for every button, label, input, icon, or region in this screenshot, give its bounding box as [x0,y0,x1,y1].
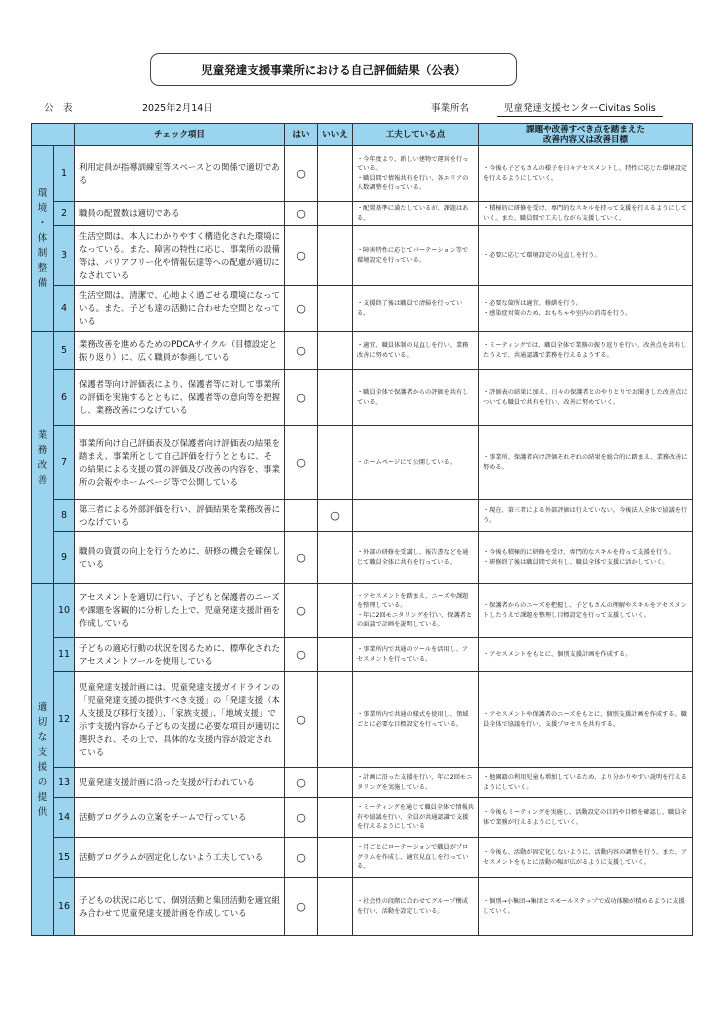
effort-note: ・アセスメントを踏まえ、ニーズや課題を整理している。 ・年に2回モニタリングを行い、保護者との面談で計画を説明している。 [353,584,479,638]
no-mark [318,878,353,936]
yes-mark: ○ [285,202,318,226]
item-number: 8 [54,500,75,532]
header-blank [32,124,75,146]
item-number: 12 [54,672,75,768]
effort-note [353,500,479,532]
no-mark: ○ [318,500,353,532]
header-no: いいえ [318,124,353,146]
document-title: 児童発達支援事業所における自己評価結果（公表） [150,53,517,86]
effort-note: ・社会性の段階に合わせてグループ構成を行い、活動を設定している。 [353,878,479,936]
improvement-note: ・今後も積極的に研修を受け、専門的なスキルを持って支援を行う。 ・研修終了後は職員間で共有し、職員全体で支援に活かしていく。 [479,532,693,584]
table-row [32,202,693,226]
item-number: 5 [54,332,75,370]
item-number: 9 [54,532,75,584]
item-number: 6 [54,370,75,426]
no-mark [318,672,353,768]
table-row [32,798,693,838]
check-item: 利用定員が指導訓練室等スペースとの関係で適切である [75,146,285,202]
no-mark [318,838,353,878]
yes-mark: ○ [285,838,318,878]
table-row [32,584,693,638]
category-char: ・ [37,218,48,229]
improvement-note: ・今後も子どもさんの様子を日々アセスメントし、特性に応じた環境設定を行えるようにしていく。 [479,146,693,202]
item-number: 11 [54,638,75,672]
check-item: 生活空間は、清潔で、心地よく過ごせる環境になっている。また、子ども達の活動に合わせた空間となっている [75,286,285,332]
evaluation-table [31,123,693,936]
category-char: 切 [37,716,48,728]
improvement-note: ・個別→小集団→集団とスモールステップで成功体験が積めるように支援していく。 [479,878,693,936]
effort-note: ・ホームページにて公開している。 [353,426,479,500]
no-mark [318,798,353,838]
improvement-note: ・ミーティングでは、職員全体で業務の振り返りを行い、改善点を共有したうえで、共通認識で業務を行えるようする。 [479,332,693,370]
check-item: 児童発達支援計画に沿った支援が行われている [75,768,285,798]
yes-mark: ○ [285,332,318,370]
yes-mark: ○ [285,370,318,426]
category-char: 善 [37,474,48,486]
item-number: 10 [54,584,75,638]
item-number: 14 [54,798,75,838]
no-mark [318,332,353,370]
check-item: 子どもの状況に応じて、個別活動と集団活動を適宜組み合わせて児童発達支援計画を作成している [75,878,285,936]
effort-note: ・職員全体で保護者からの評価を共有している。 [353,370,479,426]
yes-mark: ○ [285,584,318,638]
table-row [32,426,693,500]
category-char: の [37,776,48,788]
item-number: 7 [54,426,75,500]
check-item: 業務改善を進めるためのPDCAサイクル（目標設定と振り返り）に、広く職員が参画している [75,332,285,370]
check-item: 職員の配置数は適切である [75,202,285,226]
effort-note: ・配置基準に満たしているが、課題はある。 [353,202,479,226]
effort-note: ・計画に沿った支援を行い、年に2回モニタリングを実施している。 [353,768,479,798]
category-char: 務 [37,444,48,456]
category-cell [32,146,54,332]
improvement-note: ・必要に応じて環境設定の見直しを行う。 [479,226,693,286]
table-row [32,286,693,332]
check-item: 活動プログラムの立案をチームで行っている [75,798,285,838]
table-row [32,672,693,768]
yes-mark: ○ [285,878,318,936]
effort-note: ・月ごとにローテーションで職員がプログラムを作成し、適宜見直しを行っている。 [353,838,479,878]
category-char: 境 [37,203,48,214]
item-number: 2 [54,202,75,226]
item-number: 1 [54,146,75,202]
effort-note: ・事業所内で共通のツールを活用し、アセスメントを行っている。 [353,638,479,672]
category-char: 整 [37,263,48,274]
header-check-item: チェック項目 [75,124,285,146]
yes-mark [285,500,318,532]
check-item: 第三者による外部評価を行い、評価結果を業務改善につなげている [75,500,285,532]
category-cell [32,332,54,584]
effort-note: ・外部の研修を受講し、報告書などを通じて職員全体に共有を行っている。 [353,532,479,584]
no-mark [318,638,353,672]
table-row [32,332,693,370]
yes-mark: ○ [285,286,318,332]
improvement-note: ・現在、第三者による外部評価は行えていない。今後法人全体で協議を行う。 [479,500,693,532]
no-mark [318,370,353,426]
yes-mark: ○ [285,672,318,768]
category-cell [32,584,54,936]
no-mark [318,146,353,202]
table-row [32,532,693,584]
table-row [32,838,693,878]
improvement-note: ・積極的に研修を受け、専門的なスキルを持って支援を行えるようにしていく。また、職員間で工夫しながら支援していく。 [479,202,693,226]
office-name: 児童発達支援センターCivitas Solis [504,103,656,114]
yes-mark: ○ [285,146,318,202]
no-mark [318,226,353,286]
category-char: な [37,731,48,743]
category-char: 供 [37,806,48,818]
category-char: 適 [37,701,48,713]
check-item: 事業所向け自己評価表及び保護者向け評価表の結果を踏まえ、事業所として自己評価を行うとともに、その結果による支援の質の評価及び改善の内容を、事業所の会報やホームページ等で公開している [75,426,285,500]
improvement-note: ・必要な箇所は適宜、修繕を行う。 ・感染症対策のため、おもちゃや室内の消毒を行う。 [479,286,693,332]
category-char: 提 [37,791,48,803]
item-number: 3 [54,226,75,286]
yes-mark: ○ [285,768,318,798]
table-row [32,370,693,426]
category-char: 環 [37,188,48,199]
check-item: 職員の資質の向上を行うために、研修の機会を確保している [75,532,285,584]
check-item: 活動プログラムが固定化しないよう工夫している [75,838,285,878]
no-mark [318,584,353,638]
improvement-note: ・アセスメントや保護者のニーズをもとに、個別支援計画を作成する。職員全体で協議を行い、支援プロセスを共有する。 [479,672,693,768]
category-char: 援 [37,761,48,773]
check-item: アセスメントを適切に行い、子どもと保護者のニーズや課題を客観的に分析した上で、児童発達支援計画を作成している [75,584,285,638]
improvement-note: ・今後もミーティングを実施し、活動設定の目的や目標を確認し、職員全体で業務が行えるようにしていく。 [479,798,693,838]
table-row [32,638,693,672]
table-body [32,146,693,936]
table-row [32,768,693,798]
category-char: 支 [37,746,48,758]
category-char: 改 [37,459,48,471]
improvement-note: ・事業所、保護者向け評価それぞれの結果を総合的に踏まえ、業務改善に努める。 [479,426,693,500]
no-mark [318,768,353,798]
improvement-note: ・評価表の結果に加え、日々の保護者とのやりとりでお聞きした改善点についても職員で共有を行い、改善に努めていく。 [479,370,693,426]
category-char: 体 [37,233,48,244]
yes-mark: ○ [285,426,318,500]
publish-date: 2025年2月14日 [142,103,213,114]
improvement-note: ・保護者からのニーズを把握し、子どもさんの理解やスキルをアセスメントしたうえで課題を整理し目標設定を行って支援していく。 [479,584,693,638]
check-item: 子どもの適応行動の状況を図るために、標準化されたアセスメントツールを使用している [75,638,285,672]
item-number: 4 [54,286,75,332]
yes-mark: ○ [285,226,318,286]
table-row [32,878,693,936]
category-char: 備 [37,278,48,289]
header-yes: はい [285,124,318,146]
yes-mark: ○ [285,638,318,672]
table-row [32,226,693,286]
effort-note: ・障害特性に応じてパーテーション等で環境設定を行っている。 [353,226,479,286]
effort-note: ・適宜、職員体制の見直しを行い、業務改善に努めている。 [353,332,479,370]
effort-note: ・ミーティングを通じて職員全体で情報共有や協議を行い、全員が共通認識で支援を行えるようにしている [353,798,479,838]
effort-note: ・今年度より、新しい建物で運営を行っている。 ・職員間で情報共有を行い、各エリアの人数調整を行っている。 [353,146,479,202]
publish-label: 公 表 [44,103,73,114]
header-improvement [479,124,693,146]
table-row [32,146,693,202]
no-mark [318,202,353,226]
office-underline [497,116,663,117]
header-improvement-line2: 改善内容又は改善目標 [542,134,628,145]
effort-note: ・事業所内で共通の様式を使用し、領域ごとに必要な目標設定を行っている。 [353,672,479,768]
no-mark [318,426,353,500]
category-char: 業 [37,429,48,441]
item-number: 16 [54,878,75,936]
yes-mark: ○ [285,798,318,838]
header-effort: 工夫している点 [353,124,479,146]
check-item: 児童発達支援計画には、児童発達支援ガイドラインの「児童発達支援の提供すべき支援」の「発達支援（本人支援及び移行支援）」、「家族支援」、「地域支援」で示す支援内容から子どもの支援に必要な項目が適切に選択され、その上で、具体的な支援内容が設定されている [75,672,285,768]
header-improvement-line1: 課題や改善すべき点を踏まえた [526,124,645,135]
office-label: 事業所名 [431,103,470,114]
item-number: 15 [54,838,75,878]
check-item: 生活空間は、本人にわかりやすく構造化された環境になっている。また、障害の特性に応じ、事業所の設備等は、バリアフリー化や情報伝達等への配慮が適切になされている [75,226,285,286]
item-number: 13 [54,768,75,798]
no-mark [318,286,353,332]
improvement-note: ・他園籍の利用児童も増加しているため、より分かりやすい説明を行えるようにしていく。 [479,768,693,798]
effort-note: ・支援終了後は職員で清掃を行っている。 [353,286,479,332]
improvement-note: ・アセスメントをもとに、個別支援計画を作成する。 [479,638,693,672]
check-item: 保護者等向け評価表により、保護者等に対して事業所の評価を実施するとともに、保護者等の意向等を把握し、業務改善につなげている [75,370,285,426]
yes-mark: ○ [285,532,318,584]
category-char: 制 [37,248,48,259]
table-row [32,500,693,532]
improvement-note: ・今後も、活動が固定化しないように、活動内容の調整を行う。また、アセスメントをもとに活動の幅が広がるように支援していく。 [479,838,693,878]
no-mark [318,532,353,584]
